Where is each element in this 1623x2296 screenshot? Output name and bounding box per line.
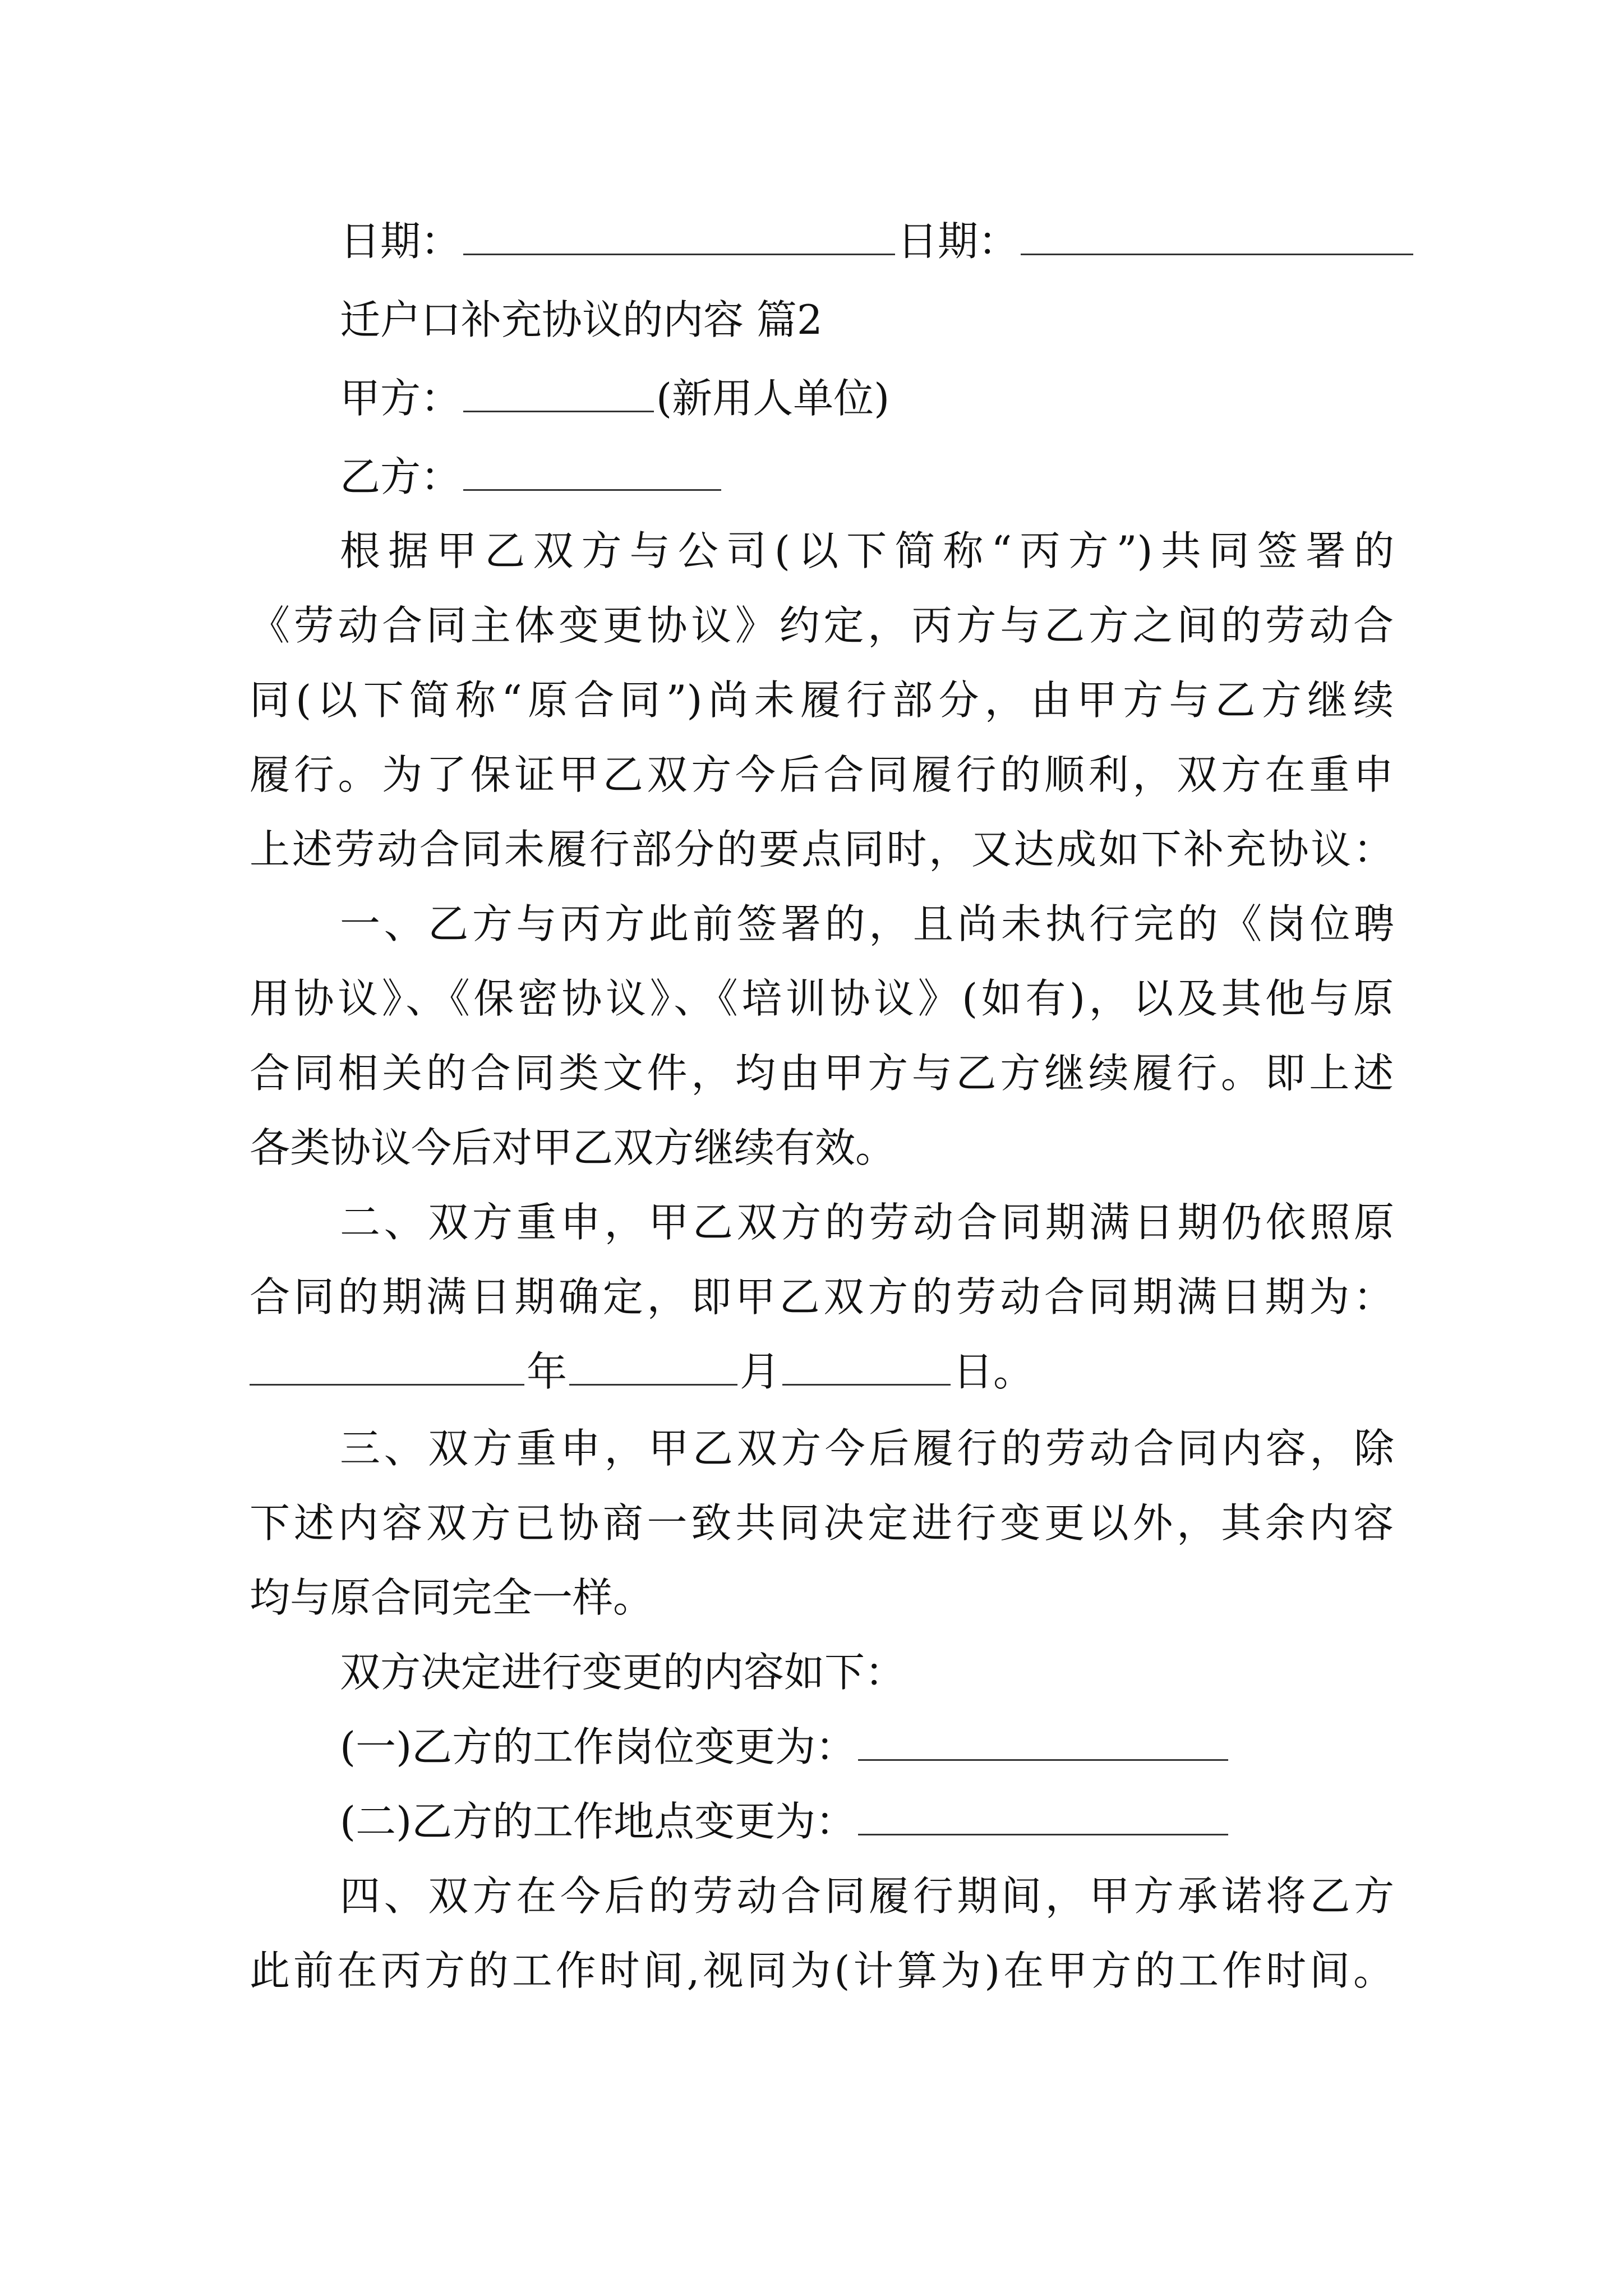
day-blank [782,1348,951,1386]
day-label: 日。 [953,1348,1034,1395]
change-2-line [340,1796,1394,1847]
date-label-2: 日期： [897,218,1019,265]
change-2-blank [858,1798,1228,1835]
clause-1-line: 合同相关的合同类文件，均由甲方与乙方继续履行。即上述 [250,1050,1394,1097]
section-title: 迁户口补充协议的内容 篇2 [340,296,823,343]
clause-4-line: 此前在丙方的工作时间,视同为(计算为)在甲方的工作时间。 [250,1947,1394,1994]
clause-2-line: 二、双方重申，甲乙双方的劳动合同期满日期仍依照原 [340,1199,1394,1246]
clause-1-line: 用协议》、《保密协议》、《培训协议》(如有)，以及其他与原 [250,975,1394,1022]
para-intro-line: 履行。为了保证甲乙双方今后合同履行的顺利，双方在重申 [250,751,1394,798]
party-a-line [340,373,1394,424]
date-blank-1 [463,218,895,255]
clause-3-line: 三、双方重申，甲乙双方今后履行的劳动合同内容，除 [340,1425,1394,1472]
clause-1-line: 一、乙方与丙方此前签署的，且尚未执行完的《岗位聘 [340,900,1394,947]
clause-3-line: 均与原合同完全一样。 [250,1574,654,1621]
clause-3-line: 下述内容双方已协商一致共同决定进行变更以外，其余内容 [250,1499,1394,1547]
party-b-blank [463,453,721,491]
date-signature-line [340,216,1394,266]
month-label: 月 [740,1348,781,1395]
para-intro-line: 根据甲乙双方与公司(以下简称“丙方”)共同签署的 [340,527,1394,574]
expiry-date-line [250,1346,1394,1397]
party-b-label: 乙方： [340,453,462,500]
party-a-label: 甲方： [340,375,462,422]
clause-1-line: 各类协议今后对甲乙双方继续有效。 [250,1124,896,1171]
clause-4-line: 四、双方在今后的劳动合同履行期间，甲方承诺将乙方 [340,1872,1394,1920]
party-b-line [340,452,1394,502]
changes-intro: 双方决定进行变更的内容如下： [340,1649,906,1696]
change-1-label: (一)乙方的工作岗位变更为： [340,1723,856,1770]
date-label-1: 日期： [340,218,462,265]
month-blank [569,1348,737,1386]
party-a-note: (新用人单位) [656,375,890,422]
change-1-blank [858,1723,1228,1761]
party-a-blank [463,375,654,412]
year-label: 年 [527,1348,568,1395]
date-blank-2 [1021,218,1413,255]
clause-2-line: 合同的期满日期确定，即甲乙双方的劳动合同期满日期为： [250,1273,1394,1320]
year-blank [250,1348,524,1386]
para-intro-line: 《劳动合同主体变更协议》约定，丙方与乙方之间的劳动合 [250,602,1394,649]
change-2-label: (二)乙方的工作地点变更为： [340,1798,856,1845]
change-1-line [340,1722,1394,1772]
para-intro-line: 上述劳动合同未履行部分的要点同时，又达成如下补充协议： [250,826,1394,873]
para-intro-line: 同(以下简称“原合同”)尚未履行部分，由甲方与乙方继续 [250,677,1394,724]
